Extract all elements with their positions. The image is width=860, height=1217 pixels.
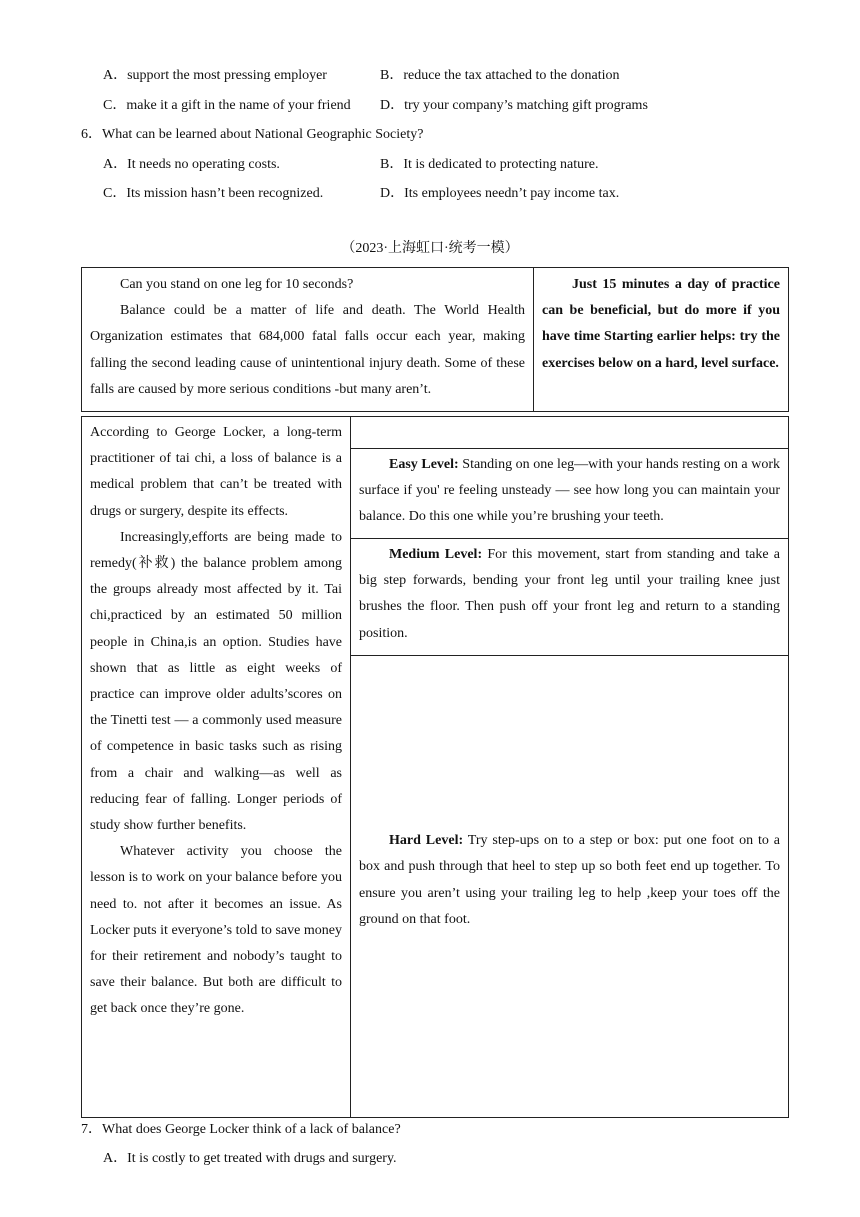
q5-option-d: D．try your company’s matching gift programs <box>380 98 648 113</box>
source-heading: （2023·上海虹口·统考一模） <box>341 241 519 256</box>
passage-p2: Balance could be a matter of life and death. The World Health Organization estimates that 684,000 fatal falls occur each year, making falling the second leading cause of unintentional injury death. Some of these falls are caused by more serious conditions -but many aren’t. <box>90 303 525 397</box>
medium-level-cell <box>351 539 789 656</box>
easy-level-text: Standing on one leg—with your hands resting on a work surface if you' re feeling unsteady — see how long you can maintain your balance. Do this one while you’re brushing your teeth. <box>359 457 781 525</box>
empty-header-cell <box>351 417 789 449</box>
passage-main-table <box>81 416 789 1118</box>
passage-p4: Increasingly,efforts are being made to remedy(补救) the balance problem among the groups already most affected by it. Tai chi,practiced by an estimated 50 million people in China,is an option. Studies have shown that as little as eight weeks of practice can improve older adults’scores on the Tinetti test — a commonly used measure of competence in basic tasks such as rising from a chair and walking—as well as reducing fear of falling. Longer periods of study show further benefits. <box>90 529 342 834</box>
passage-p1: Can you stand on one leg for 10 seconds? <box>120 277 354 292</box>
hard-level-text: Try step-ups on to a step or box: put one foot on to a box and push through that heel to step up so both feet end up together. To ensure you aren’t using your trailing leg to help ,keep your toes off the ground on that foot. <box>359 833 780 927</box>
q6-stem: 6．What can be learned about National Geographic Society? <box>81 127 424 142</box>
q5-option-c: C．make it a gift in the name of your friend <box>103 98 351 113</box>
hard-level-label: Hard Level: <box>389 833 464 849</box>
q7-option-a: A．It is costly to get treated with drugs and surgery. <box>103 1151 397 1166</box>
q5-option-b: B．reduce the tax attached to the donation <box>380 68 620 83</box>
q7-stem: 7．What does George Locker think of a lack of balance? <box>81 1122 401 1137</box>
passage-p3: According to George Locker, a long-term practitioner of tai chi, a loss of balance is a medical problem that can’t be treated with drugs or surgery, despite its effects. <box>90 425 342 519</box>
q6-option-d: D．Its employees needn’t pay income tax. <box>380 186 620 201</box>
intro-cell <box>82 268 534 412</box>
q5-option-a: A．support the most pressing employer <box>103 68 327 83</box>
main-text-cell <box>82 417 351 1118</box>
hard-level-cell <box>351 656 789 1118</box>
easy-level-cell <box>351 449 789 539</box>
sidebar-tip: Just 15 minutes a day of practice can be beneficial, but do more if you have time Starting earlier helps: try the exercises below on a hard, level surface. <box>542 277 780 371</box>
passage-p5: Whatever activity you choose the lesson is to work on your balance before you need to. not after it becomes an issue. As Locker puts it everyone’s told to save money for their retirement and nobody’s taught to save their balance. But both are difficult to get back once they’re gone. <box>90 844 342 1017</box>
medium-level-text: For this movement, start from standing and take a big step forwards, bending your front leg until your trailing knee just brushes the floor. Then push off your front leg and return to a standing position. <box>359 547 780 641</box>
q6-option-c: C．Its mission hasn’t been recognized. <box>103 186 324 201</box>
q6-option-a: A．It needs no operating costs. <box>103 157 280 172</box>
medium-level-label: Medium Level: <box>389 547 483 562</box>
easy-level-label: Easy Level: <box>389 457 459 472</box>
sidebar-cell <box>534 268 789 412</box>
passage-intro-table <box>81 267 789 412</box>
q6-option-b: B．It is dedicated to protecting nature. <box>380 157 599 172</box>
